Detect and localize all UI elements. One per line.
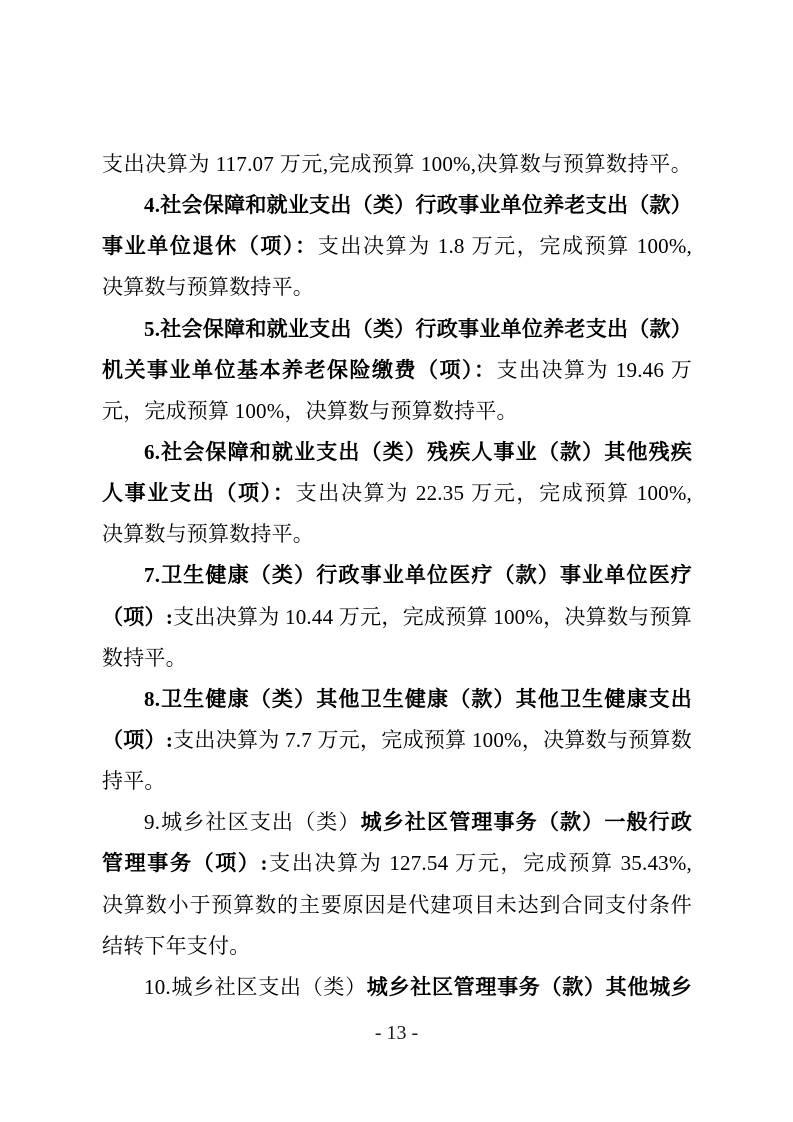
text-run-bold: 7.卫生健康（类）行政事业单位医疗（款）事业单位医疗 [144, 563, 692, 588]
text-run-bold: 城乡社区管理事务（款）其他城乡 [366, 974, 692, 999]
text-run-bold: 机关事业单位基本养老保险缴费（项）： [102, 357, 497, 382]
text-run-bold: 事业单位退休（项）： [102, 234, 318, 259]
text-run: 支出决算为 19.46 万 [496, 357, 692, 382]
text-run-bold: （项）: [102, 727, 174, 752]
text-run: 决算数与预算数持平。 [102, 275, 314, 300]
text-run: 数持平。 [102, 645, 187, 670]
text-run: 支出决算为 22.35 万元，完成预算 100%, [295, 481, 692, 506]
text-run: 支出决算为 117.07 万元,完成预算 100%,决算数与预算数持平。 [102, 152, 692, 176]
text-run: 支出决算为 1.8 万元，完成预算 100%, [317, 234, 692, 259]
text-run-bold: （项）: [102, 604, 174, 629]
text-run-bold: 管理事务（项）: [102, 851, 268, 876]
text-run: 元，完成预算 100%，决算数与预算数持平。 [102, 398, 518, 423]
text-run: 决算数与预算数持平。 [102, 522, 314, 547]
document-line [102, 432, 692, 473]
document-line [102, 185, 692, 226]
text-run-bold: 5.社会保障和就业支出（类）行政事业单位养老支出（款） [144, 316, 692, 341]
text-run-bold: 城乡社区管理事务（款）一般行政 [360, 810, 692, 835]
text-run-bold: 8.卫生健康（类）其他卫生健康（款）其他卫生健康支出 [144, 686, 692, 711]
document-line [102, 555, 692, 596]
document-line [102, 679, 692, 720]
document-line [102, 226, 692, 267]
document-line [102, 802, 692, 843]
document-line [102, 885, 692, 926]
document-line [102, 638, 692, 679]
text-run-bold: 人事业支出（项）： [102, 481, 296, 506]
document-line [102, 144, 692, 185]
text-run: 决算数小于预算数的主要原因是代建项目未达到合同支付条件 [102, 892, 692, 917]
text-run: 10.城乡社区支出（类） [144, 974, 367, 999]
document-line [102, 514, 692, 555]
document-content [102, 144, 692, 1008]
text-run: 支出决算为 127.54 万元，完成预算 35.43%, [267, 851, 692, 876]
document-line [102, 473, 692, 514]
document-line [102, 350, 692, 391]
document-line [102, 926, 692, 967]
document-line [102, 720, 692, 761]
document-line [102, 391, 692, 432]
document-line [102, 309, 692, 350]
document-line [102, 967, 692, 1008]
page-number: - 13 - [374, 1022, 419, 1044]
text-run: 结转下年支付。 [102, 933, 251, 958]
text-run-bold: 4.社会保障和就业支出（类）行政事业单位养老支出（款） [144, 193, 692, 218]
document-line [102, 267, 692, 308]
document-line [102, 597, 692, 638]
text-run: 持平。 [102, 769, 166, 794]
text-run: 9.城乡社区支出（类） [144, 810, 361, 835]
text-run: 支出决算为 10.44 万元，完成预算 100%，决算数与预算 [173, 604, 692, 629]
text-run: 支出决算为 7.7 万元，完成预算 100%，决算数与预算数 [173, 727, 692, 752]
text-run-bold: 6.社会保障和就业支出（类）残疾人事业（款）其他残疾 [144, 439, 692, 464]
document-line [102, 761, 692, 802]
document-line [102, 843, 692, 884]
